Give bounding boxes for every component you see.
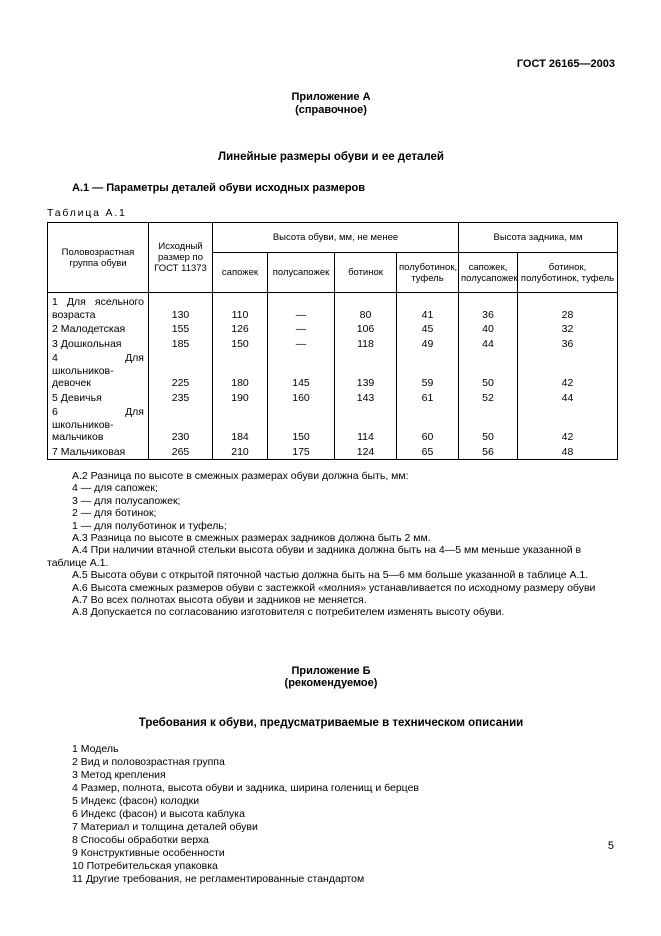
value-cell: 150: [213, 337, 268, 352]
value-cell: 175: [268, 445, 335, 460]
group-cell: 7 Мальчиковая: [48, 445, 149, 460]
annex-b-list: [47, 743, 615, 886]
value-cell: 114: [335, 405, 397, 445]
value-cell: 160: [268, 391, 335, 406]
table-row: [48, 391, 618, 406]
subcol-half-boots: полусапожек: [268, 253, 335, 293]
requirement-item: 8 Способы обработки верха: [72, 833, 209, 846]
value-cell: 28: [518, 293, 618, 323]
table-row: [48, 322, 618, 337]
size-table-body: [48, 293, 618, 460]
value-cell: —: [268, 337, 335, 352]
requirement-item: 1 Модель: [72, 742, 119, 755]
value-cell: 40: [459, 322, 518, 337]
value-cell: 184: [213, 405, 268, 445]
group-cell: 4 Для школьников-девочек: [48, 351, 149, 391]
group-cell: 1 Для ясельного возраста: [48, 293, 149, 323]
requirement-item: 5 Индекс (фасон) колодки: [72, 794, 200, 807]
value-cell: 118: [335, 337, 397, 352]
note-line: А.5 Высота обуви с открытой пяточной частью должна быть на 5—6 мм больше указанной в таблице А.1.: [72, 569, 589, 582]
note-line: А.7 Во всех полнотах высота обуви и задников не меняется.: [72, 594, 367, 607]
value-cell: 52: [459, 391, 518, 406]
requirement-item: 9 Конструктивные особенности: [72, 846, 225, 859]
value-cell: 185: [149, 337, 213, 352]
annex-a-title: Приложение А: [291, 91, 371, 103]
annex-a-notes: [47, 470, 615, 619]
value-cell: 210: [213, 445, 268, 460]
note-line: 1 — для полуботинок и туфель;: [72, 519, 227, 532]
requirement-item: 10 Потребительская упаковка: [72, 859, 218, 872]
value-cell: 60: [397, 405, 459, 445]
value-cell: 65: [397, 445, 459, 460]
note-line: 4 — для сапожек;: [72, 482, 158, 495]
value-cell: 143: [335, 391, 397, 406]
value-cell: —: [268, 322, 335, 337]
requirement-item: 6 Индекс (фасон) и высота каблука: [72, 807, 245, 820]
note-line: А.8 Допускается по согласованию изготовителя с потребителем изменять высоту обуви.: [72, 606, 505, 619]
table-row: [48, 445, 618, 460]
annex-b-title: Приложение Б: [291, 664, 371, 677]
col-header-initial-size: Исходный размер по ГОСТ 11373: [149, 223, 213, 293]
value-cell: 49: [397, 337, 459, 352]
value-cell: 56: [459, 445, 518, 460]
size-table-header: [48, 223, 618, 293]
annex-a-subtitle: (справочное): [295, 103, 367, 116]
value-cell: —: [268, 293, 335, 323]
value-cell: 48: [518, 445, 618, 460]
value-cell: 235: [149, 391, 213, 406]
value-cell: 124: [335, 445, 397, 460]
table-row: [48, 405, 618, 445]
value-cell: 80: [335, 293, 397, 323]
value-cell: 41: [397, 293, 459, 323]
value-cell: 59: [397, 351, 459, 391]
subcol-back-low-shoes: ботинок, полуботинок, туфель: [518, 253, 618, 293]
value-cell: 106: [335, 322, 397, 337]
value-cell: 44: [459, 337, 518, 352]
col-header-shoe-height: Высота обуви, мм, не менее: [213, 223, 459, 253]
value-cell: 265: [149, 445, 213, 460]
table-row: [48, 337, 618, 352]
value-cell: 36: [459, 293, 518, 323]
value-cell: 230: [149, 405, 213, 445]
value-cell: 180: [213, 351, 268, 391]
subcol-back-boots: сапожек, полусапожек: [459, 253, 518, 293]
note-line: 3 — для полусапожек;: [72, 494, 181, 507]
group-cell: 6 Для школьников-мальчиков: [48, 405, 149, 445]
requirement-item: 4 Размер, полнота, высота обуви и задника, ширина голенищ и берцев: [72, 781, 419, 794]
col-header-group: Половозрастная группа обуви: [48, 223, 149, 293]
value-cell: 32: [518, 322, 618, 337]
note-line: А.6 Высота смежных размеров обуви с застежкой «молния» устанавливается по исходному размеру обуви: [72, 581, 596, 594]
table-row: [48, 293, 618, 323]
size-table: [47, 222, 618, 460]
requirement-item: 11 Другие требования, не регламентированные стандартом: [72, 872, 365, 885]
subcol-boots: сапожек: [213, 253, 268, 293]
note-line: А.4 При наличии втачной стельки высота обуви и задника должна быть на 4—5 мм меньше указанной в таблице А.1.: [47, 544, 582, 569]
page-number: 5: [607, 840, 614, 852]
standard-number: ГОСТ 26165—2003: [516, 58, 615, 70]
value-cell: 110: [213, 293, 268, 323]
subcol-ankle-boots: ботинок: [335, 253, 397, 293]
col-header-back-height: Высота задника, мм: [459, 223, 618, 253]
annex-b-subtitle: (рекомендуемое): [284, 677, 378, 690]
value-cell: 36: [518, 337, 618, 352]
group-cell: 2 Малодетская: [48, 322, 149, 337]
value-cell: 155: [149, 322, 213, 337]
annex-a-heading: [47, 91, 615, 116]
subcol-low-shoes: полуботинок, туфель: [397, 253, 459, 293]
value-cell: 50: [459, 405, 518, 445]
value-cell: 61: [397, 391, 459, 406]
value-cell: 190: [213, 391, 268, 406]
note-line: 2 — для ботинок;: [72, 507, 157, 520]
value-cell: 126: [213, 322, 268, 337]
value-cell: 130: [149, 293, 213, 323]
value-cell: 44: [518, 391, 618, 406]
group-cell: 5 Девичья: [48, 391, 149, 406]
value-cell: 42: [518, 351, 618, 391]
value-cell: 145: [268, 351, 335, 391]
requirement-item: 7 Материал и толщина деталей обуви: [72, 820, 258, 833]
clause-a1-heading: А.1 — Параметры деталей обуви исходных размеров: [72, 182, 366, 194]
requirement-item: 2 Вид и половозрастная группа: [72, 755, 225, 768]
value-cell: 50: [459, 351, 518, 391]
value-cell: 42: [518, 405, 618, 445]
table-label: Таблица А.1: [47, 207, 127, 219]
value-cell: 139: [335, 351, 397, 391]
annex-a-section-title: Линейные размеры обуви и ее деталей: [218, 151, 444, 163]
value-cell: 150: [268, 405, 335, 445]
annex-b-section-title: Требования к обуви, предусматриваемые в техническом описании: [138, 716, 524, 729]
note-line: А.3 Разница по высоте в смежных размерах задников должна быть 2 мм.: [72, 532, 431, 545]
annex-b-heading: [47, 665, 615, 690]
group-cell: 3 Дошкольная: [48, 337, 149, 352]
requirement-item: 3 Метод крепления: [72, 768, 166, 781]
note-line: А.2 Разница по высоте в смежных размерах обуви должна быть, мм:: [72, 470, 409, 482]
table-row: [48, 351, 618, 391]
value-cell: 225: [149, 351, 213, 391]
value-cell: 45: [397, 322, 459, 337]
